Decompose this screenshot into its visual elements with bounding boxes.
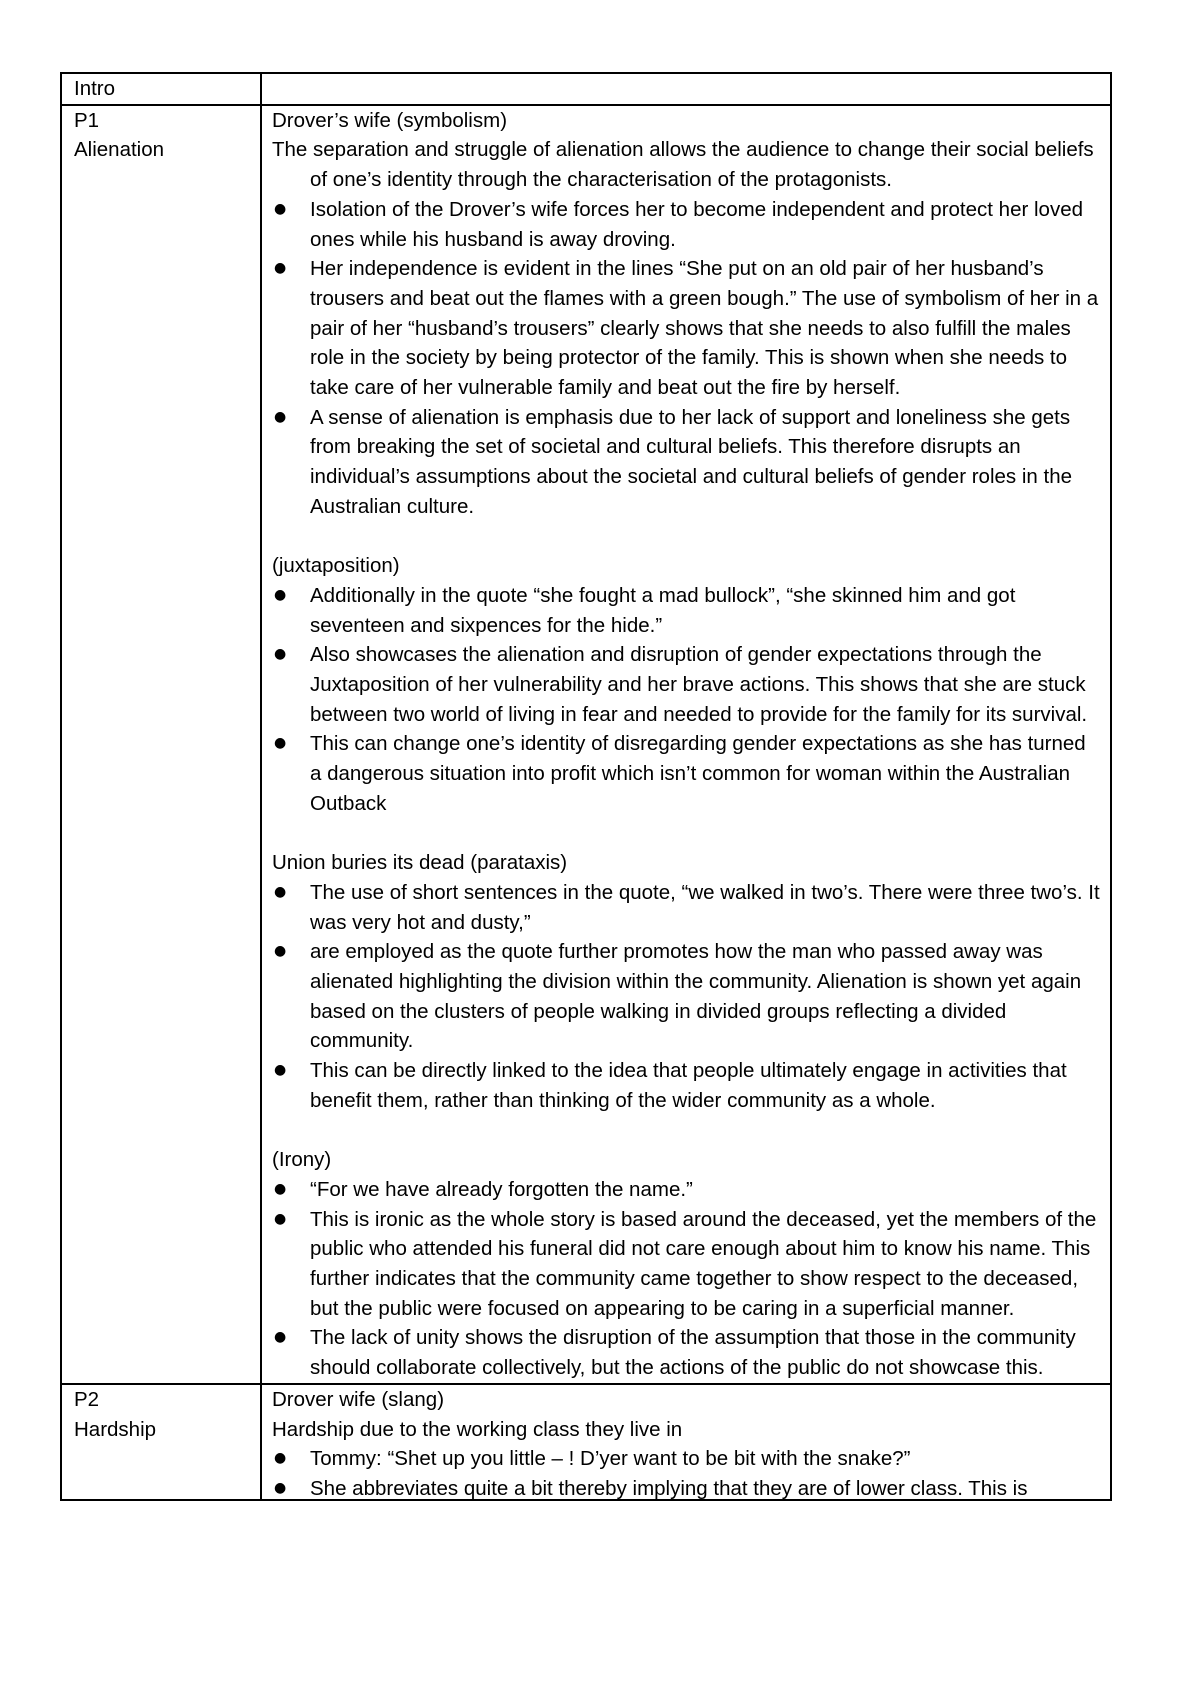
row-label: Intro xyxy=(74,77,116,100)
list-item: ● A sense of alienation is emphasis due to her lack of support and loneliness she gets from breaking the set of societal and cultural beliefs. This therefore disrupts an individual’s assumptions about the societal and cultural beliefs of gender roles in the Australian culture. xyxy=(272,403,1102,522)
blank-line xyxy=(272,819,1102,849)
bullet-list xyxy=(272,581,1102,819)
row-label: P1 xyxy=(74,108,100,132)
bullet-list xyxy=(272,1444,1102,1499)
list-item: ● Tommy: “Shet up you little – ! D’yer want to be bit with the snake?” xyxy=(272,1444,1102,1474)
block-heading: (juxtaposition) xyxy=(272,554,400,578)
list-item: ● Isolation of the Drover’s wife forces her to become independent and protect her loved ones while his husband is away droving. xyxy=(272,195,1102,254)
row-sublabel: Alienation xyxy=(74,138,165,162)
truncated-content xyxy=(272,1385,1102,1499)
block-intro: Hardship due to the working class they live in xyxy=(272,1417,683,1441)
row-label-cell xyxy=(61,105,261,1384)
list-item: ● The use of short sentences in the quote, “we walked in two’s. There were three two’s. It was very hot and dusty,” xyxy=(272,878,1102,937)
list-item: ● “For we have already forgotten the name.” xyxy=(272,1175,1102,1205)
list-item: ● Also showcases the alienation and disruption of gender expectations through the Juxtaposition of her vulnerability and her brave actions. This shows that she are stuck between two world of living in fear and needed to provide for the family for its survival. xyxy=(272,640,1102,729)
table-row-intro xyxy=(61,73,1111,105)
table-row-p1 xyxy=(61,105,1111,1384)
blank-line xyxy=(272,1116,1102,1146)
row-content-cell-empty xyxy=(261,73,1111,105)
block-heading: Drover wife (slang) xyxy=(272,1387,445,1411)
table-row-p2 xyxy=(61,1384,1111,1500)
list-item: ● This can be directly linked to the idea that people ultimately engage in activities that benefit them, rather than thinking of the wider community as a whole. xyxy=(272,1056,1102,1115)
list-item: ● This can change one’s identity of disregarding gender expectations as she has turned a dangerous situation into profit which isn’t common for woman within the Australian Outback xyxy=(272,729,1102,818)
document-page xyxy=(60,72,1112,1501)
list-item: ● Her independence is evident in the lines “She put on an old pair of her husband’s trousers and beat out the flames with a green bough.” The use of symbolism of her in a pair of her “husband’s trousers” clearly shows that she needs to also fulfill the males role in the society by being protector of the family. This is shown when she needs to take care of her vulnerable family and beat out the fire by herself. xyxy=(272,254,1102,403)
list-item: ● The lack of unity shows the disruption of the assumption that those in the community should collaborate collectively, but the actions of the public do not showcase this. xyxy=(272,1323,1102,1382)
row-label-cell xyxy=(61,1384,261,1500)
list-item: ● She abbreviates quite a bit thereby implying that they are of lower class. This is xyxy=(272,1474,1102,1499)
row-content-cell xyxy=(261,105,1111,1384)
row-content-cell xyxy=(261,1384,1111,1500)
block-heading: Union buries its dead (parataxis) xyxy=(272,851,568,875)
essay-plan-table xyxy=(60,72,1112,1501)
block-intro: The separation and struggle of alienation allows the audience to change their social beliefs of one’s identity through the characterisation of the protagonists. xyxy=(272,138,1094,192)
bullet-list xyxy=(272,195,1102,522)
block-heading: (Irony) xyxy=(272,1148,332,1172)
list-item: ● Additionally in the quote “she fought a mad bullock”, “she skinned him and got seventeen and sixpences for the hide.” xyxy=(272,581,1102,640)
block-heading: Drover’s wife (symbolism) xyxy=(272,108,508,132)
blank-line xyxy=(272,522,1102,552)
list-item: ● This is ironic as the whole story is based around the deceased, yet the members of the public who attended his funeral did not care enough about him to know his name. This further indicates that the community came together to show respect to the deceased, but the public were focused on appearing to be caring in a superficial manner. xyxy=(272,1205,1102,1324)
row-label: P2 xyxy=(74,1387,100,1411)
bullet-list xyxy=(272,1175,1102,1383)
row-sublabel: Hardship xyxy=(74,1417,157,1441)
bullet-list xyxy=(272,878,1102,1116)
row-label-cell xyxy=(61,73,261,105)
list-item: ● are employed as the quote further promotes how the man who passed away was alienated highlighting the division within the community. Alienation is shown yet again based on the clusters of people walking in divided groups reflecting a divided community. xyxy=(272,937,1102,1056)
